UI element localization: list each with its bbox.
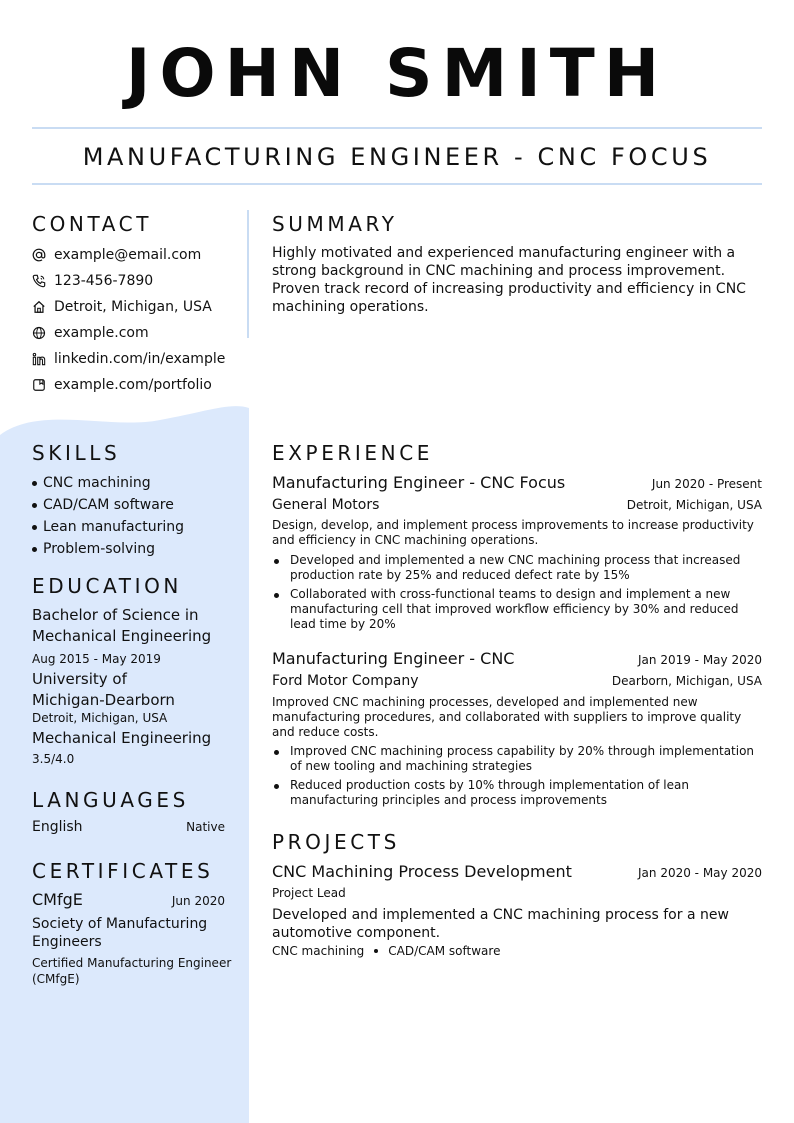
job-location: Dearborn, Michigan, USA [611,674,762,688]
education-gpa: 3.5/4.0 [32,752,75,766]
project-tag: CAD/CAM software [388,944,501,958]
summary-text: Highly motivated and experienced manufacturing engineer with a strong background in CNC machining and process improvement. Proven track record of increasing productivity and efficiency in CNC machining operations. [272,245,746,315]
project-description: Developed and implemented a CNC machining process for a new automotive component. [272,907,729,941]
education-heading: EDUCATION [32,574,182,598]
job-position: Manufacturing Engineer - CNC Focus [272,473,566,492]
job-location: Detroit, Michigan, USA [626,498,762,512]
skill-item: CAD/CAM software [32,494,242,516]
language-row [32,819,225,835]
contact-location [32,294,242,320]
project-dates: Jan 2020 - May 2020 [638,866,762,880]
bullet-dot [32,525,37,530]
contact-linkedin[interactable] [32,346,242,372]
education-school: University of Michigan-Dearborn [32,670,175,709]
skill-item: Problem-solving [32,538,242,560]
contact-location-text: Detroit, Michigan, USA [54,299,212,315]
education-field: Mechanical Engineering [32,729,212,747]
certificates-heading: CERTIFICATES [32,859,214,883]
education-dates: Aug 2015 - May 2019 [32,652,161,666]
job-dates: Jan 2019 - May 2020 [638,653,762,667]
languages-heading: LANGUAGES [32,788,189,812]
achievement-item: Reduced production costs by 10% through implementation of lean manufacturing principles and process improvements [272,778,762,808]
project-title: CNC Machining Process Development [272,862,572,881]
job-dates: Jun 2020 - Present [651,477,762,491]
bullet-dot [32,481,37,486]
at-icon [32,248,46,262]
education-location: Detroit, Michigan, USA [32,711,168,725]
skills-list [32,472,242,560]
contact-linkedin-text: linkedin.com/in/example [54,351,226,367]
job-description: Design, develop, and implement process improvements to increase productivity and efficiency in CNC machining operations. [272,518,754,547]
contact-email-text: example@email.com [54,247,202,263]
project-header [272,862,762,881]
contact-phone[interactable] [32,268,242,294]
job-company: Ford Motor Company [272,673,419,689]
tag-separator-dot [374,949,378,953]
certificate-issuer: Society of Manufacturing Engineers [32,916,208,950]
column-divider [247,210,249,338]
skills-heading: SKILLS [32,441,121,465]
job-company-row [272,497,762,513]
education-degree: Bachelor of Science in Mechanical Engineering [32,606,212,645]
job-header [272,473,762,492]
skill-item: Lean manufacturing [32,516,242,538]
certificate-row [32,890,225,909]
bullet-dot [32,547,37,552]
contact-website-text: example.com [54,325,149,341]
contact-list [32,242,242,398]
phone-icon [32,274,46,288]
language-name: English [32,819,83,835]
contact-portfolio[interactable] [32,372,242,398]
job-description: Improved CNC machining processes, developed and implemented new manufacturing procedures, and collaborated with suppliers to improve quality and reduce costs. [272,695,742,739]
job-achievements [272,553,762,636]
linkedin-icon [32,352,46,366]
header-divider-bottom [32,183,762,185]
skill-item: CNC machining [32,472,242,494]
job-title: MANUFACTURING ENGINEER - CNC FOCUS [82,143,712,171]
contact-website[interactable] [32,320,242,346]
language-level: Native [186,820,225,834]
project-tags [272,944,500,958]
summary-heading: SUMMARY [272,212,398,236]
contact-portfolio-text: example.com/portfolio [54,377,212,393]
achievement-item: Collaborated with cross-functional teams to design and implement a new manufacturing cell that improved workflow efficiency by 30% and reduced lead time by 20% [272,587,762,632]
candidate-name: JOHN SMITH [125,35,669,112]
job-header [272,649,762,668]
contact-email[interactable] [32,242,242,268]
contact-heading: CONTACT [32,212,153,236]
job-company-row [272,673,762,689]
home-icon [32,300,46,314]
certificate-date: Jun 2020 [171,894,225,908]
bullet-dot [32,503,37,508]
project-tag: CNC machining [272,944,365,958]
job-company: General Motors [272,497,380,513]
contact-phone-text: 123-456-7890 [54,273,154,289]
certificate-full-name: Certified Manufacturing Engineer (CMfgE) [32,956,232,986]
portfolio-icon [32,378,46,392]
job-achievements [272,744,762,812]
certificate-name: CMfgE [32,890,83,909]
projects-heading: PROJECTS [272,830,400,854]
experience-heading: EXPERIENCE [272,441,434,465]
globe-icon [32,326,46,340]
achievement-item: Developed and implemented a new CNC machining process that increased production rate by 25% and reduced defect rate by 15% [272,553,762,583]
job-position: Manufacturing Engineer - CNC [272,649,515,668]
project-role: Project Lead [272,886,346,900]
header-divider-top [32,127,762,129]
achievement-item: Improved CNC machining process capability by 20% through implementation of new tooling and machining strategies [272,744,762,774]
